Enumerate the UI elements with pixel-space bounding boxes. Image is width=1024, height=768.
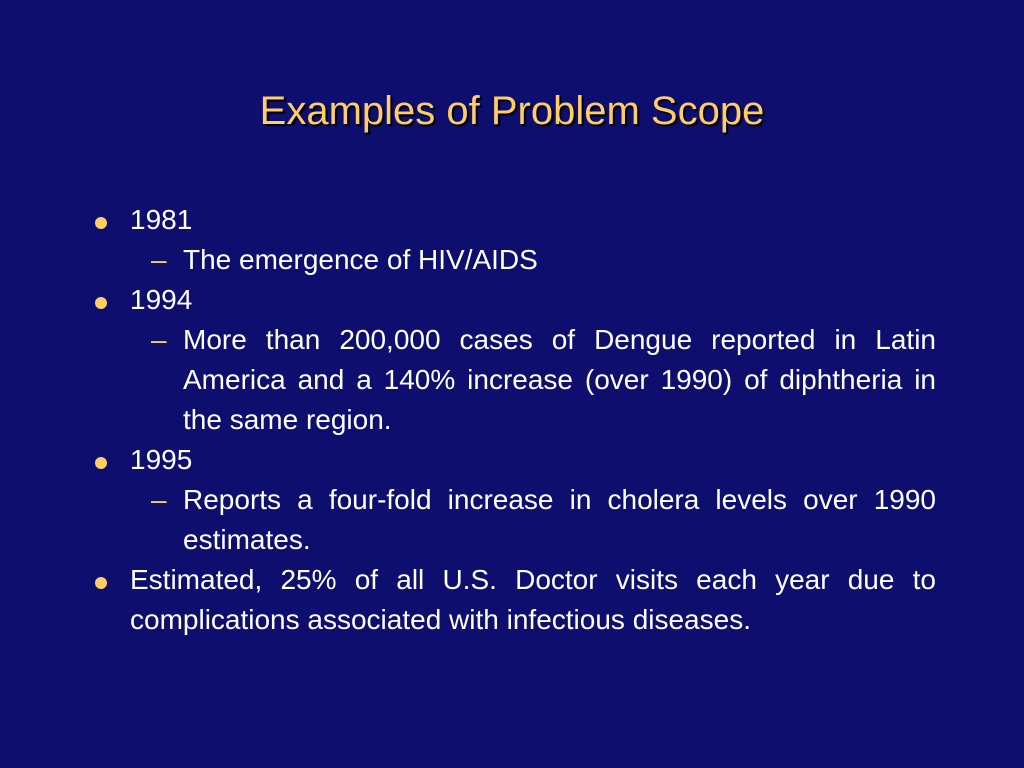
list-item-1981 bbox=[90, 200, 936, 240]
list-item-1995 bbox=[90, 440, 936, 480]
bullet-text: Estimated, 25% of all U.S. Doctor visits each year due to complications associated with infectious diseases. bbox=[130, 564, 936, 635]
bullet-dot-icon bbox=[95, 297, 107, 309]
bullet-dot-icon bbox=[95, 217, 107, 229]
slide-title: Examples of Problem Scope bbox=[259, 89, 765, 133]
bullet-list bbox=[90, 200, 936, 640]
sub-item-hiv bbox=[90, 240, 936, 280]
sub-item-text: Reports a four-fold increase in cholera levels over 1990 estimates. bbox=[183, 484, 936, 555]
sub-item-cholera bbox=[90, 480, 936, 560]
sub-item-text: The emergence of HIV/AIDS bbox=[183, 244, 538, 275]
sub-item-dengue bbox=[90, 320, 936, 440]
list-item-1994 bbox=[90, 280, 936, 320]
dash-marker: – bbox=[151, 324, 167, 355]
bullet-dot-icon bbox=[95, 577, 107, 589]
list-item-doctor-visits bbox=[90, 560, 936, 640]
bullet-dot-icon bbox=[95, 457, 107, 469]
bullet-text: 1994 bbox=[130, 284, 193, 315]
dash-marker: – bbox=[151, 484, 167, 515]
dash-marker: – bbox=[151, 244, 167, 275]
sub-item-text: More than 200,000 cases of Dengue reported in Latin America and a 140% increase (over 1990) of diphtheria in the same region. bbox=[183, 324, 936, 435]
bullet-text: 1995 bbox=[130, 444, 193, 475]
bullet-text: 1981 bbox=[130, 204, 193, 235]
